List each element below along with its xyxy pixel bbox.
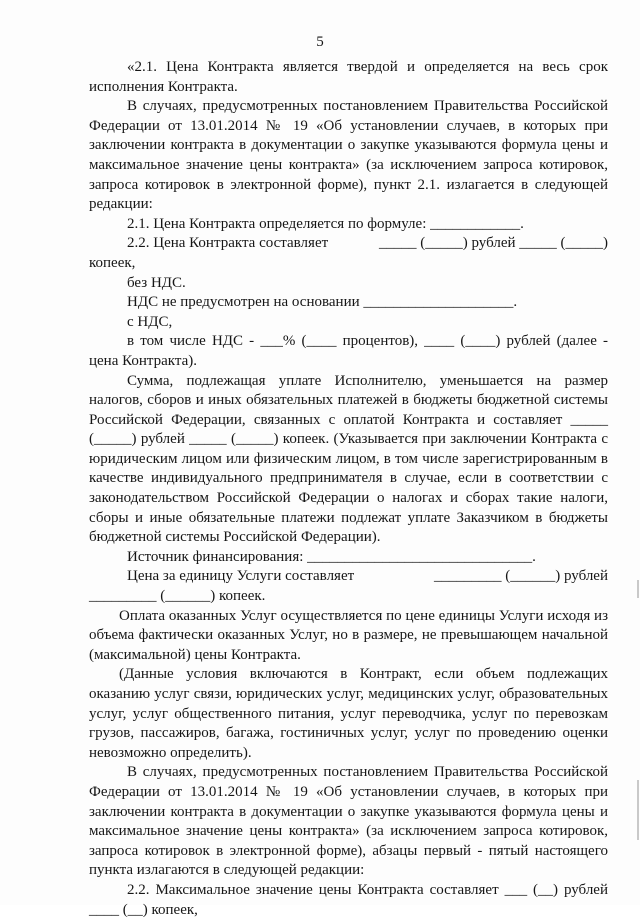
unit-price-kopecks: _________ (______) копеек. xyxy=(89,588,266,605)
payment-paragraph: Оплата оказанных Услуг осуществляется по цене единицы Услуги исходя из объема фактически оказанных Услуг, но в размере, не превышающем начальной (максимальной) цены Контракта. xyxy=(89,607,608,663)
vat-included-line: в том числе НДС - ___% (____ процентов), ____ (____) рублей (далее - xyxy=(127,333,608,350)
scan-edge-mark xyxy=(637,780,639,840)
page-number: 5 xyxy=(316,34,324,50)
clause-2-2-line xyxy=(89,234,608,254)
scan-edge-mark xyxy=(637,580,639,598)
vat-included-continuation: цена Контракта). xyxy=(89,352,198,369)
unit-price-label: Цена за единицу Услуги составляет xyxy=(127,568,355,585)
clause-2-2-kopecks: копеек, xyxy=(89,254,136,271)
cases-intro-paragraph-2: В случаях, предусмотренных постановлением Правительства Российской Федерации от 13.01.2014 № 19 «Об установлении случаев, в которых при заключении контракта в документации о закупке указываются формула цены и максимальное значение цены контракта» (за исключением запроса котировок, запроса котировок в электронной форме), абзацы первый - пятый настоящего пункта излагаются в следующей редакции: xyxy=(89,764,608,879)
clause-2-2-amount: _____ (_____) рублей _____ (_____) xyxy=(378,235,608,252)
formula-line: 2.1. Цена Контракта определяется по формуле: ____________. xyxy=(127,215,524,232)
without-vat-line: без НДС. xyxy=(127,274,186,291)
with-vat-line: с НДС, xyxy=(127,313,173,330)
max-price-line: 2.2. Максимальное значение цены Контракта составляет ___ (__) рублей xyxy=(127,881,608,898)
cases-intro-paragraph-1: В случаях, предусмотренных постановлением Правительства Российской Федерации от 13.01.2014 № 19 «Об установлении случаев, в которых при заключении контракта в документации о закупке указываются формула цены и максимальное значение цены контракта» (за исключением запроса котировок, запроса котировок в электронной форме), пункт 2.1. излагается в следующей редакции: xyxy=(89,98,608,213)
unit-price-line xyxy=(89,567,608,587)
clause-2-2-label: 2.2. Цена Контракта составляет xyxy=(127,235,329,252)
clause-2-1-paragraph: «2.1. Цена Контракта является твердой и определяется на весь срок исполнения Контракта. xyxy=(89,59,608,95)
funding-source-line: Источник финансирования: ______________________________. xyxy=(127,548,536,565)
vat-not-provided-line: НДС не предусмотрен на основании ____________________. xyxy=(127,294,518,311)
document-body xyxy=(89,58,608,920)
tax-paragraph: Сумма, подлежащая уплате Исполнителю, уменьшается на размер налогов, сборов и иных обязательных платежей в бюджеты бюджетной системы Российской Федерации, связанных с оплатой Контракта и составляет _____ (_____) рублей _____ (_____) копеек. (Указывается при заключении Контракта с юридическим лицом или физическим лицом, в том числе зарегистрированным в качестве индивидуального предпринимателя в случае, если в соответствии с законодательством Российской Федерации о налогах и сборах такие налоги, сборы и иные обязательные платежи подлежат уплате Заказчиком в бюджеты бюджетной системы Российской Федерации). xyxy=(89,372,608,546)
unit-price-amount: _________ (______) рублей xyxy=(433,568,608,585)
max-price-kopecks: ____ (__) копеек, xyxy=(89,901,198,918)
conditions-paragraph: (Данные условия включаются в Контракт, если объем подлежащих оказанию услуг связи, юридических услуг, медицинских услуг, образовательных услуг, услуг общественного питания, услуг переводчика, услуг по перевозкам грузов, пассажиров, багажа, гостиничных услуг, услуг по проведению оценки невозможно определить). xyxy=(89,666,608,761)
